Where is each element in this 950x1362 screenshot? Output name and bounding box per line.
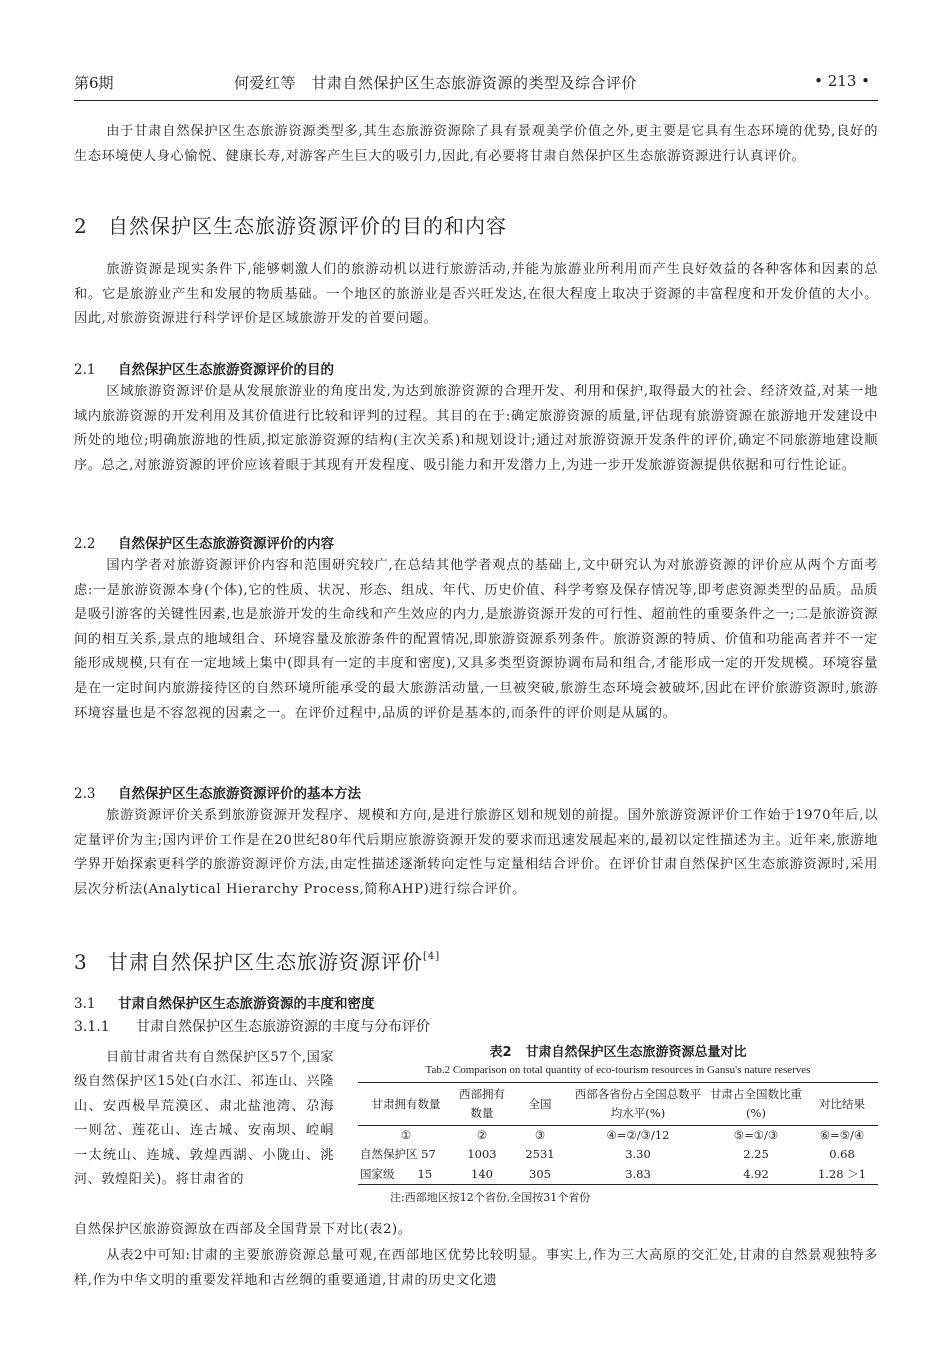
table-header-cell: 西部拥有数量 [454, 1083, 510, 1126]
section-3-heading: 3 甘肃自然保护区生态旅游资源评价[4] [74, 950, 441, 974]
table-cell: ⑥=⑤/④ [806, 1126, 878, 1145]
table-header-row [358, 1083, 878, 1126]
issue-number: 第6期 [74, 74, 114, 92]
running-title: 何爱红等 甘肃自然保护区生态旅游资源的类型及综合评价 [234, 74, 638, 92]
table-cell: ③ [510, 1126, 570, 1145]
table-cell: ② [454, 1126, 510, 1145]
section-2-3-heading: 2.3 自然保护区生态旅游资源评价的基本方法 [74, 786, 361, 802]
table-cell: 4.92 [706, 1164, 806, 1185]
table-formula-row [358, 1126, 878, 1145]
section-2-1-paragraph: 区域旅游资源评价是从发展旅游业的角度出发,为达到旅游资源的合理开发、利用和保护,取得最大的社会、经济效益,对某一地域内旅游资源的开发利用及其价值进行比较和评判的过程。其目的在于:确定旅游资源的质量,评估现有旅游资源在旅游地开发建设中所处的地位;明确旅游地的性质,拟定旅游资源的结构(主次关系)和规划设计;通过对旅游资源开发条件的评价,确定不同旅游地建设顺序。总之,对旅游资源的评价应该着眼于其现有开发程度、吸引能力和开发潜力上,为进一步开发旅游资源提供依据和可行性论证。 [74, 384, 878, 473]
table-row [358, 1144, 878, 1164]
section-2-2-heading: 2.2 自然保护区生态旅游资源评价的内容 [74, 536, 334, 552]
section-3-1-1-paragraph-2: 从表2中可知:甘肃的主要旅游资源总量可观,在西部地区优势比较明显。事实上,作为三大高原的交汇处,甘肃的自然景观独特多样,作为中华文明的重要发祥地和古丝绸的重要通道,甘肃的历史文化遗 [74, 1248, 878, 1288]
table-cell: 0.68 [829, 1147, 855, 1161]
table-header-cell: 甘肃占全国数比重(%) [706, 1083, 806, 1126]
section-3-1-heading: 3.1 甘肃自然保护区生态旅游资源的丰度和密度 [74, 996, 375, 1012]
comparison-table [358, 1082, 878, 1185]
table-cell: 国家级 15 [358, 1164, 454, 1185]
section-2-2-paragraph: 国内学者对旅游资源评价内容和范围研究较广,在总结其他学者观点的基础上,文中研究认为对旅游资源的评价应从两个方面考虑:一是旅游资源本身(个体),它的性质、状况、形态、组成、年代、历史价值、科学考察及保存情况等,即考虑资源类型的品质。品质是吸引游客的关键性因素,也是旅游开发的生命线和产生效应的内力,是旅游资源开发的可行性、超前性的重要条件之一;二是旅游资源间的相互关系,景点的地域组合、环境容量及旅游条件的配置情况,即旅游资源系列条件。旅游资源的特质、价值和功能高者并不一定能形成规模,只有在一定地域上集中(即具有一定的丰度和密度),又具多类型资源协调布局和组合,才能形成一定的开发规模。环境容量是在一定时间内旅游接待区的自然环境所能承受的最大旅游活动量,一旦被突破,旅游生态环境会被破坏,因此在评价旅游资源时,旅游环境容量也是不容忽视的因素之一。在评价过程中,品质的评价是基本的,而条件的评价则是从属的。 [74, 558, 878, 721]
section-2-1-heading: 2.1 自然保护区生态旅游资源评价的目的 [74, 362, 334, 378]
page-number: • 213 • [814, 72, 870, 90]
section-2-heading: 2 自然保护区生态旅游资源评价的目的和内容 [74, 214, 507, 238]
running-header [74, 70, 878, 101]
table-cell: 3.30 [625, 1147, 651, 1161]
section-2-paragraph: 旅游资源是现实条件下,能够刺激人们的旅游动机以进行旅游活动,并能为旅游业所利用而产生良好效益的各种客体和因素的总和。它是旅游业产生和发展的物质基础。一个地区的旅游业是否兴旺发达,在很大程度上取决于资源的丰富程度和开发价值的大小。因此,对旅游资源进行科学评价是区域旅游开发的首要问题。 [74, 262, 878, 327]
table-header-cell: 甘肃拥有数量 [358, 1083, 454, 1126]
section-3-1-1-heading: 3.1.1 甘肃自然保护区生态旅游资源的丰度与分布评价 [74, 1019, 430, 1035]
table-caption: 表2 甘肃自然保护区生态旅游资源总量对比 [489, 1045, 747, 1060]
table-cell: 2.25 [743, 1147, 769, 1161]
citation-ref: [4] [423, 951, 441, 962]
table-header-cell: 全国 [510, 1083, 570, 1126]
table-cell: ④=②/③/12 [570, 1126, 706, 1145]
table-cell: 1.28 ＞1 [806, 1164, 878, 1185]
table-cell: 305 [510, 1164, 570, 1185]
intro-paragraph: 由于甘肃自然保护区生态旅游资源类型多,其生态旅游资源除了具有景观美学价值之外,更主要是它具有生态环境的优势,良好的生态环境使人身心愉悦、健康长寿,对游客产生巨大的吸引力,因此,有必要将甘肃自然保护区生态旅游资源进行认真评价。 [74, 124, 878, 164]
section-2-3-paragraph: 旅游资源评价关系到旅游资源开发程序、规模和方向,是进行旅游区划和规划的前提。国外旅游资源评价工作始于1970年后,以定量评价为主;国内评价工作是在20世纪80年代后期应旅游资源开发的要求而迅速发展起来的,最初以定性描述为主。近年来,旅游地学界开始探索更科学的旅游资源评价方法,由定性描述逐渐转向定性与定量相结合评价。在评价甘肃自然保护区生态旅游资源时,采用层次分析法(Analytical Hierarchy Process,简称AHP)进行综合评价。 [74, 808, 878, 897]
table-cell: 1003 [467, 1147, 497, 1161]
table-cell: 140 [454, 1164, 510, 1185]
section-3-1-1-paragraph-cont: 自然保护区旅游资源放在西部及全国背景下对比(表2)。 [74, 1222, 412, 1237]
table-caption-english: Tab.2 Comparison on total quantity of eco-tourism resources in Gansu's nature reserves [425, 1064, 811, 1076]
table-cell: ① [358, 1126, 454, 1145]
table-cell: 3.83 [570, 1164, 706, 1185]
section-3-1-1-paragraph-left: 目前甘肃省共有自然保护区57个,国家级自然保护区15处(白水江、祁连山、兴隆山、安西极旱荒漠区、肃北盐池湾、尕海一则岔、莲花山、连古城、安南坝、崆峒一太统山、连城、敦煌西湖、小陇山、洮河、敦煌阳关)。将甘肃省的 [74, 1050, 334, 1188]
table-header-cell: 对比结果 [806, 1083, 878, 1126]
table-cell: ⑤=①/③ [706, 1126, 806, 1145]
table-2 [358, 1041, 878, 1205]
table-note: 注:西部地区按12个省份,全国按31个省份 [390, 1191, 591, 1204]
table-cell: 2531 [525, 1147, 555, 1161]
table-row [358, 1164, 878, 1185]
table-cell: 自然保护区 57 [360, 1147, 436, 1161]
table-header-cell: 西部各省份占全国总数平均水平(%) [570, 1083, 706, 1126]
